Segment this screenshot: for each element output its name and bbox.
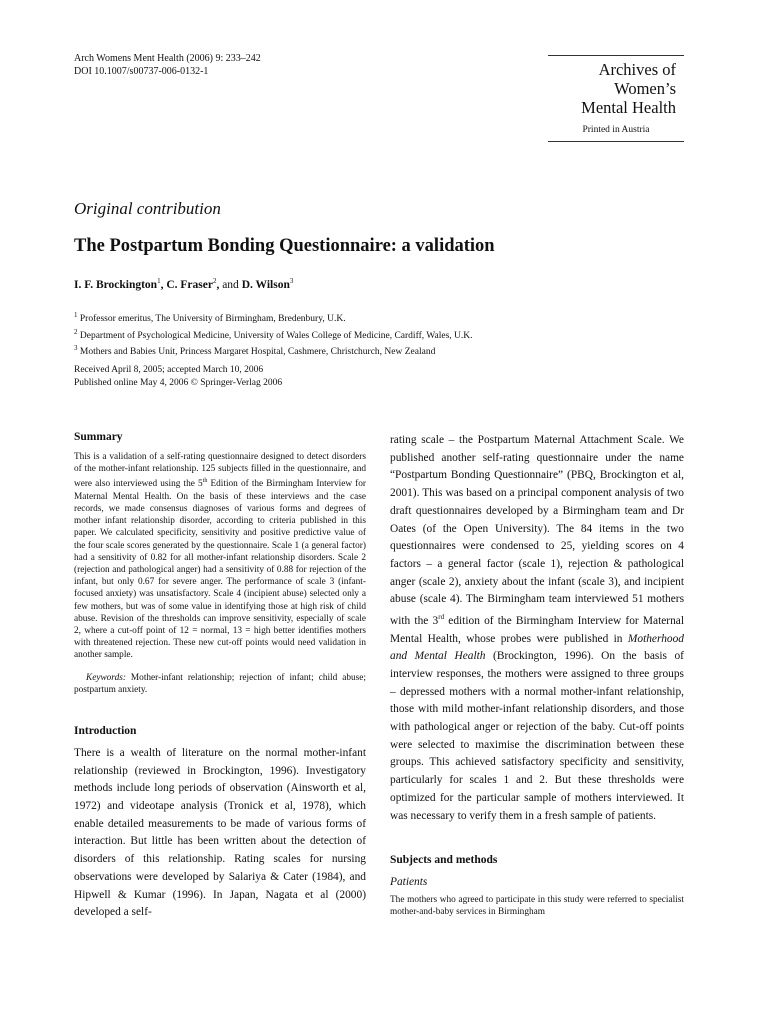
author-separator: ,: [160, 278, 167, 291]
journal-citation: Arch Womens Ment Health (2006) 9: 233–242: [74, 53, 261, 64]
affiliation: [74, 309, 473, 326]
author-name: D. Wilson: [241, 278, 290, 291]
affiliation-mark: 1: [157, 277, 161, 285]
body-text-part: edition of the Birmingham Interview for Maternal Mental Health, whose probes were published in: [390, 614, 685, 645]
summary-text: [74, 451, 366, 662]
patients-subheading: Patients: [390, 876, 428, 889]
received-date: Received April 8, 2005; accepted March 10, 2006: [74, 365, 264, 375]
affiliation-mark: 3: [74, 344, 78, 353]
summary-text-part: Edition of the Birmingham Interview for Maternal Mental Health. On the basis of these interviews and the case records, we made consensus diagnoses of various forms and degrees of mother infant relationship disorder, according to criteria published in this paper. We calculated specificity, sensitivity and positive predictive value of the four scale scores generated by the questionnaire. Scale 1 (a general factor) had a sensitivity of 0.82 for all mother-infant relationship disorders. Scale 2 (rejection and pathological anger) had a sensitivity of 0.88 for rejection of the infant, but only 0.67 for severe anger. The performance of scale 3 (infant-focused anxiety) was unsatisfactory. Scale 4 (incipient abuse) selected only a few mothers, but was of some value in identifying those at high risk of child abuse. Revision of the thresholds can improve sensitivity, especially of scale 2, where a cut-off point of 12 = normal, 13 = high better identifies mothers with threatened rejection. These new cut-off points would need validation in another sample.: [74, 479, 366, 661]
superscript: th: [202, 478, 208, 485]
affiliation: [74, 342, 473, 359]
left-column: [74, 431, 366, 922]
journal-name-line: Mental Health: [581, 98, 676, 117]
keywords: [74, 672, 366, 696]
patients-text: The mothers who agreed to participate in this study were referred to specialist mother-and-baby services in Birmingham: [390, 895, 684, 918]
introduction-heading: Introduction: [74, 724, 137, 737]
summary-text-part: This is a validation of a self-rating questionnaire designed to detect disorders of the mother-infant relationship. 125 subjects filled in the questionnaire, and were also interviewed using the 5: [74, 452, 366, 490]
publication-dates: [74, 364, 282, 389]
affiliation-text: Department of Psychological Medicine, University of Wales College of Medicine, Cardiff, Wales, U.K.: [79, 330, 473, 341]
right-column: [390, 432, 684, 919]
affiliation-mark: 2: [74, 327, 78, 336]
author-name: C. Fraser: [166, 278, 213, 291]
keywords-label: Keywords:: [86, 672, 126, 683]
superscript: rd: [438, 613, 445, 622]
affiliation-mark: 1: [74, 311, 78, 319]
journal-name-line: Archives of: [598, 60, 676, 79]
journal-name: [548, 56, 684, 117]
affiliations: [74, 309, 473, 359]
affiliation-text: Professor emeritus, The University of Birmingham, Bredenbury, U.K.: [79, 314, 346, 325]
author-conjunction: and: [222, 278, 242, 291]
section-label: Original contribution: [74, 199, 221, 218]
printed-in: Printed in Austria: [582, 125, 650, 135]
keywords-text: Mother-infant relationship; rejection of infant; child abuse; postpartum anxiety.: [74, 672, 366, 695]
subjects-methods-heading: Subjects and methods: [390, 854, 498, 867]
affiliation-mark: 3: [289, 277, 294, 285]
body-paragraph: [390, 432, 684, 825]
doi: DOI 10.1007/s00737-006-0132-1: [74, 66, 209, 77]
affiliation-text: Mothers and Babies Unit, Princess Margaret Hospital, Cashmere, Christchurch, New Zealand: [79, 347, 436, 358]
author-name: I. F. Brockington: [74, 278, 158, 291]
published-date: Published online May 4, 2006 © Springer-Verlag 2006: [74, 377, 283, 388]
paper-title: The Postpartum Bonding Questionnaire: a validation: [74, 236, 495, 256]
book-title: Motherhood and Mental Health: [390, 632, 684, 663]
author-separator: ,: [216, 278, 223, 291]
introduction-text: There is a wealth of literature on the normal mother-infant relationship (reviewed in Brockington, 1996). Investigatory methods include long periods of observation (Ainsworth et al, 1972) and videotape analysis (Tronick et al, 1978), which enable detailed measurements to be made of various forms of interaction. But little has been written about the detection of disorders of this relationship. Rating scales for nursing observations were developed by Salariya & Cater (1984), and Hipwell & Kumar (1996). In Japan, Nagata et al (2000) developed a self-: [74, 746, 366, 919]
affiliation: [74, 326, 473, 343]
affiliation-mark: 2: [212, 277, 217, 285]
body-text-part: rating scale – the Postpartum Maternal Attachment Scale. We published another self-rating questionnaire under the name “Postpartum Bonding Questionnaire” (PBQ, Brockington et al, 2001). This was based on a principal component analysis of two draft questionnaires developed by a Birmingham team and Dr Oates (of the Open University). The 84 items in the two questionnaires were condensed to 25, yielding scores on 4 factors – a general factor (scale 1), rejection & pathological anger (scale 2), anxiety about the infant (scale 3), and incipient abuse (scale 4). The Birmingham team interviewed 51 mothers with the 3: [390, 434, 684, 627]
citation-block: [74, 52, 261, 78]
author-list: [74, 277, 293, 291]
journal-logo: [548, 55, 684, 142]
journal-name-line: Women’s: [614, 79, 676, 98]
summary-heading: Summary: [74, 431, 123, 443]
body-text-part: (Brockington, 1996). On the basis of interview responses, the mothers were assigned to three groups – depressed mothers with a normal mother-infant relationship, those with mild mother-infant relationship disorders, and those with pathological anger or rejection of the baby. Cut-off points were selected to maximise the discrimination between these groups. This achieved satisfactory specificity and sensitivity, particularly for scales 1 and 2. But these thresholds were optimized for the particular sample of mothers interviewed. It was necessary to verify them in a fresh sample of patients.: [390, 650, 684, 822]
